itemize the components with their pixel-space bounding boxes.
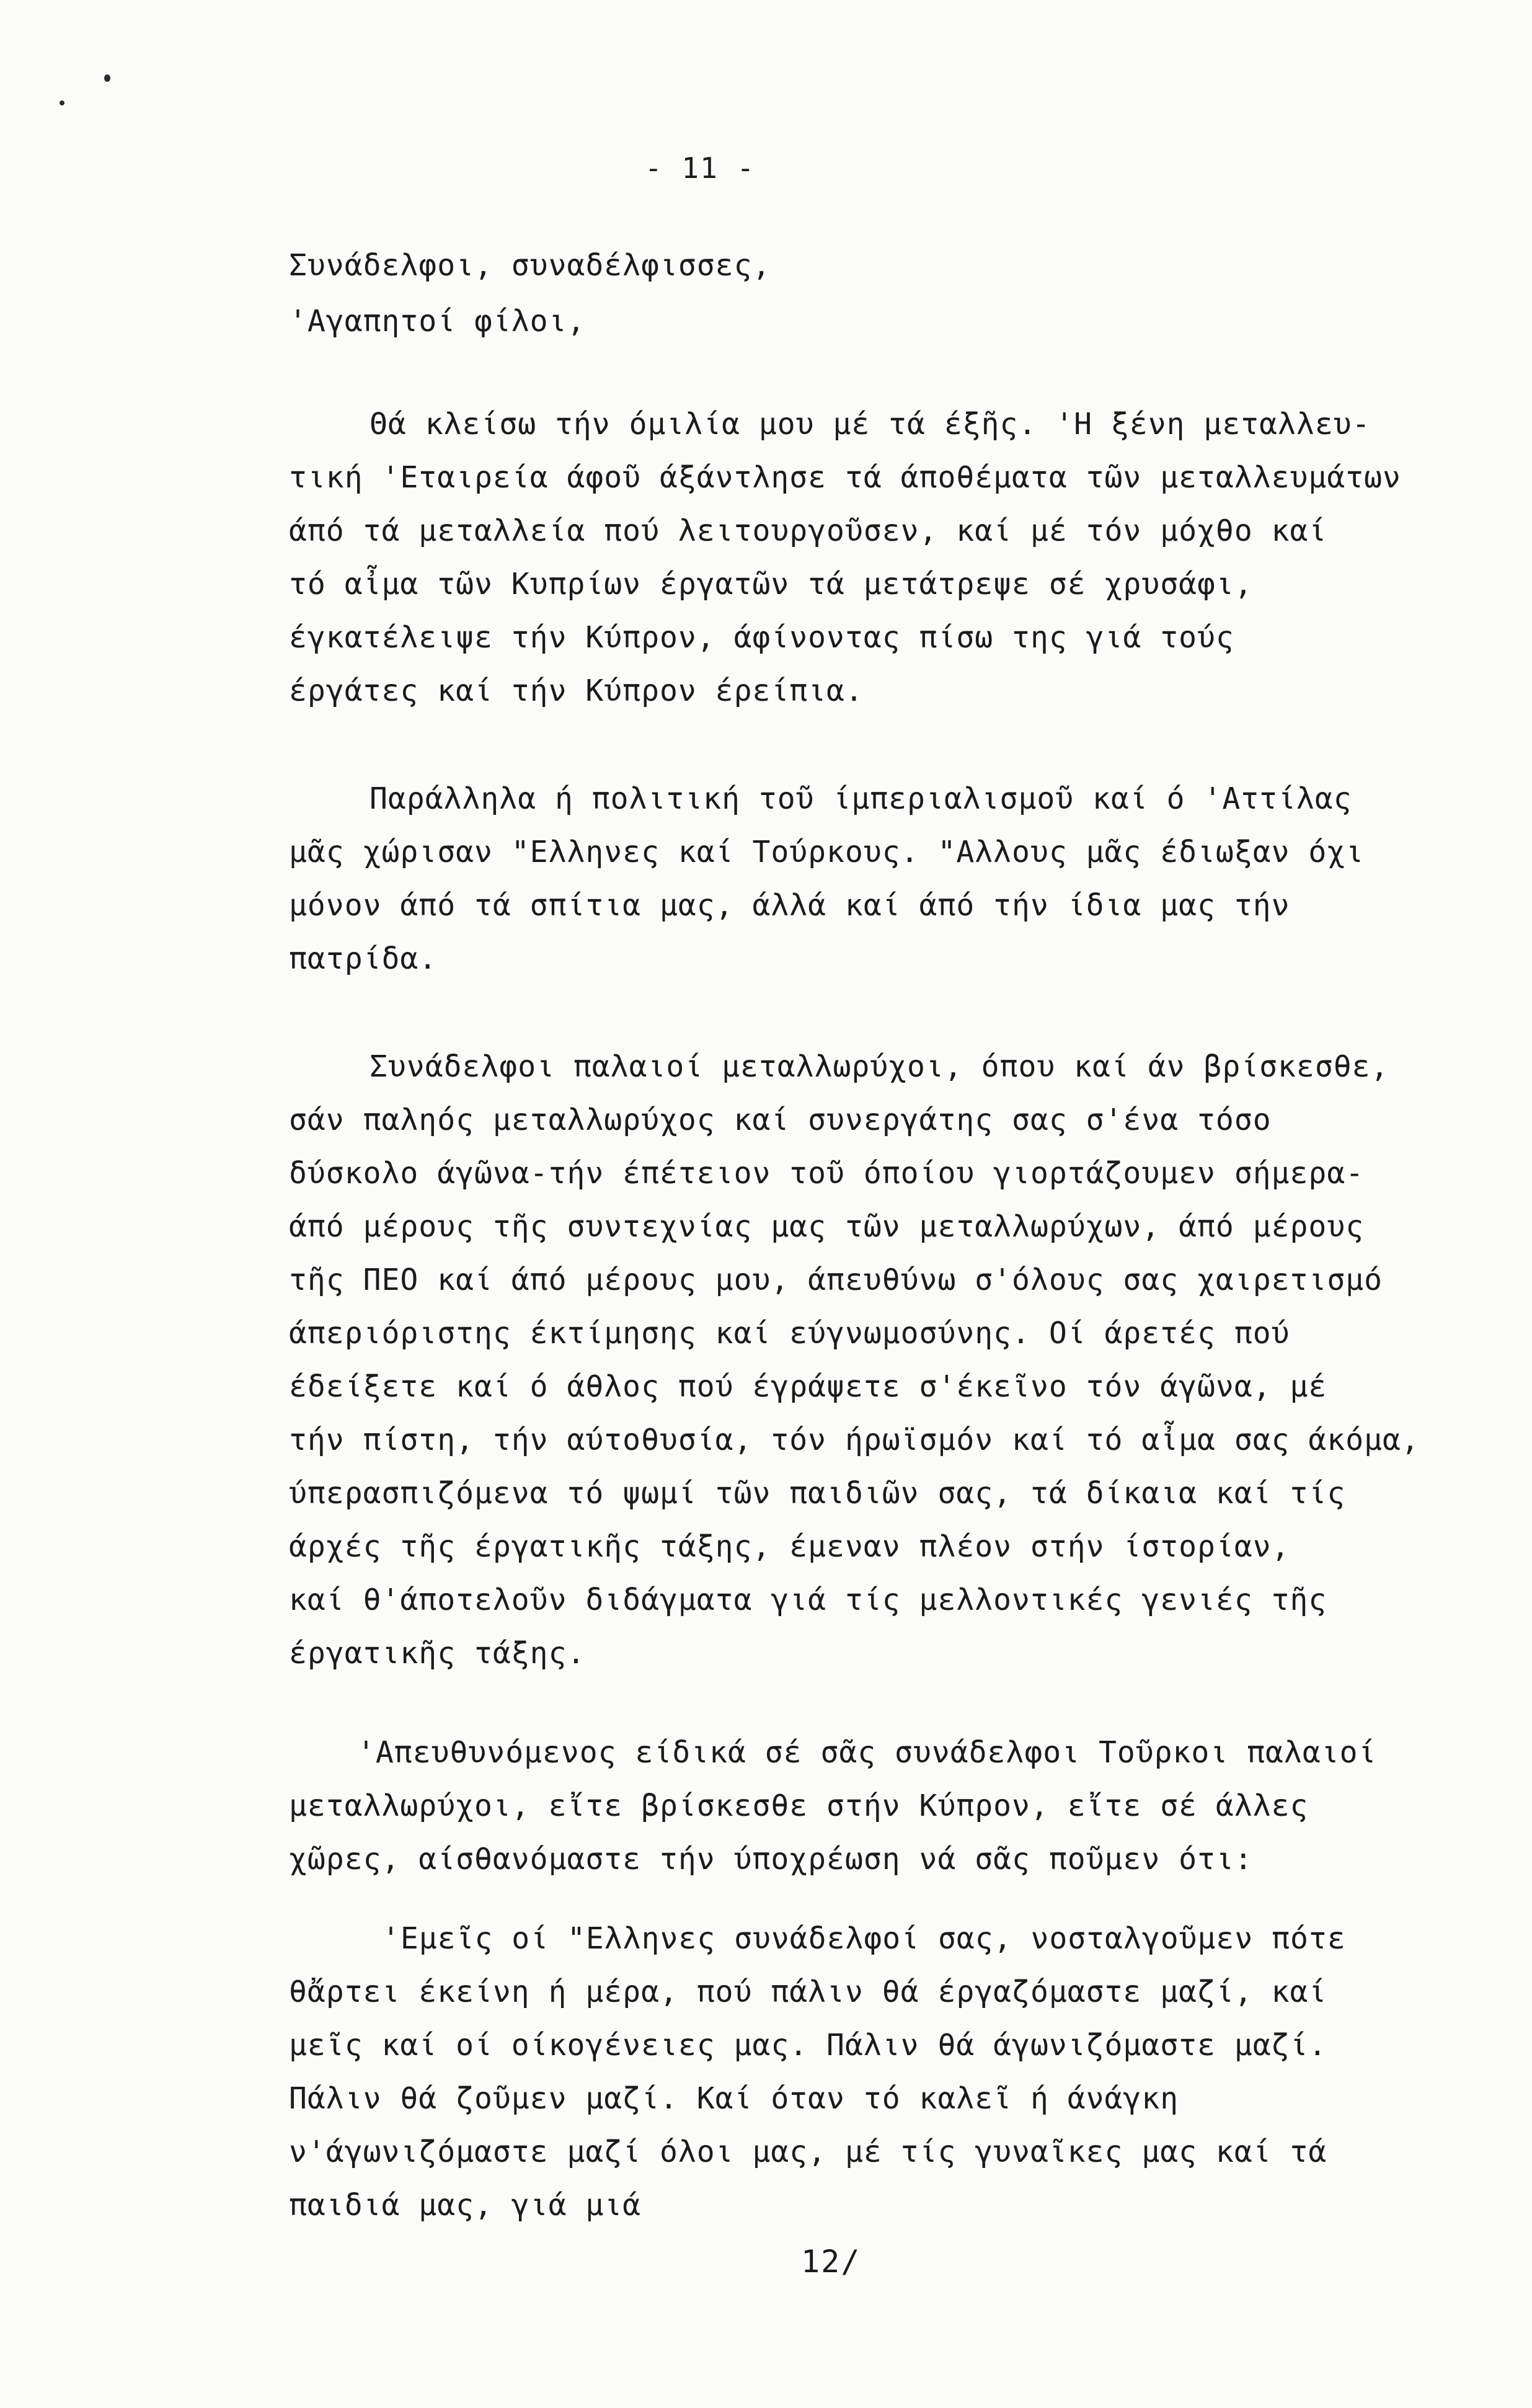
paragraph-line: Θά κλείσω τήν όμιλία μου μέ τά έξῆς. 'Η ξένη μεταλλευ- bbox=[370, 407, 1371, 442]
paragraph-line: Παράλληλα ή πολιτική τοῦ ίμπεριαλισμοῦ καί ό 'Αττίλας bbox=[370, 781, 1352, 816]
scan-speck bbox=[104, 74, 110, 82]
paragraph-line: τική 'Εταιρεία άφοῦ άξάντλησε τά άποθέματα τῶν μεταλλευμάτων bbox=[289, 460, 1401, 495]
paragraph-line: έδείξετε καί ό άθλος πού έγράψετε σ'έκεῖνο τόν άγῶνα, μέ bbox=[289, 1369, 1327, 1404]
paragraph-line: πατρίδα. bbox=[289, 941, 438, 976]
page-number: - 11 - bbox=[645, 151, 756, 185]
paragraph-line: δύσκολο άγῶνα-τήν έπέτειον τοῦ όποίου γιορτάζουμεν σήμερα- bbox=[289, 1156, 1365, 1191]
paragraph-line: ν'άγωνιζόμαστε μαζί όλοι μας, μέ τίς γυναῖκες μας καί τά bbox=[289, 2135, 1327, 2169]
paragraph-line: έγκατέλειψε τήν Κύπρον, άφίνοντας πίσω της γιά τούς bbox=[289, 620, 1234, 655]
paragraph-line: καί θ'άποτελοῦν διδάγματα γιά τίς μελλοντικές γενιές τῆς bbox=[289, 1583, 1327, 1617]
paragraph-line: άπεριόριστης έκτίμησης καί εύγνωμοσύνης. Οί άρετές πού bbox=[289, 1316, 1290, 1351]
paragraph-line: θἄρτει έκείνη ή μέρα, πού πάλιν θά έργαζόμαστε μαζί, καί bbox=[289, 1975, 1327, 2009]
continuation-page-ref: 12/ bbox=[801, 2244, 861, 2280]
paragraph-line: άρχές τῆς έργατικῆς τάξης, έμεναν πλέον στήν ίστορίαν, bbox=[289, 1529, 1290, 1564]
salutation-line: Συνάδελφοι, συναδέλφισσες, bbox=[289, 248, 771, 283]
paragraph-line: μεῖς καί οί οίκογένειες μας. Πάλιν θά άγωνιζόμαστε μαζί. bbox=[289, 2028, 1327, 2063]
paragraph-line: τήν πίστη, τήν αύτοθυσία, τόν ήρωϊσμόν καί τό αἶμα σας άκόμα, bbox=[289, 1423, 1420, 1457]
paragraph-line: άπό τά μεταλλεία πού λειτουργοῦσεν, καί μέ τόν μόχθο καί bbox=[289, 513, 1327, 548]
paragraph-line: Πάλιν θά ζοῦμεν μαζί. Καί όταν τό καλεῖ ή άνάγκη bbox=[289, 2081, 1179, 2116]
paragraph-line: άπό μέρους τῆς συντεχνίας μας τῶν μεταλλωρύχων, άπό μέρους bbox=[289, 1209, 1365, 1244]
paragraph-line: 'Απευθυνόμενος είδικά σέ σᾶς συνάδελφοι Τοῦρκοι παλαιοί bbox=[357, 1735, 1377, 1770]
paragraph-line: τῆς ΠΕΟ καί άπό μέρους μου, άπευθύνω σ'όλους σας χαιρετισμό bbox=[289, 1263, 1383, 1297]
scan-speck bbox=[60, 100, 64, 105]
paragraph-line: παιδιά μας, γιά μιά bbox=[289, 2188, 642, 2223]
paragraph-line: έργατικῆς τάξης. bbox=[289, 1636, 586, 1671]
paragraph-line: μόνον άπό τά σπίτια μας, άλλά καί άπό τήν ίδια μας τήν bbox=[289, 888, 1290, 923]
paragraph-line: έργάτες καί τήν Κύπρον έρείπια. bbox=[289, 673, 864, 708]
paragraph-line: Συνάδελφοι παλαιοί μεταλλωρύχοι, όπου καί άν βρίσκεσθε, bbox=[370, 1049, 1389, 1084]
paragraph-line: μεταλλωρύχοι, εἴτε βρίσκεσθε στήν Κύπρον, εἴτε σέ άλλες bbox=[289, 1788, 1309, 1823]
paragraph-line: σάν παληός μεταλλωρύχος καί συνεργάτης σας σ'ένα τόσο bbox=[289, 1103, 1272, 1137]
paragraph-line: 'Εμεῖς οί "Ελληνες συνάδελφοί σας, νοσταλγοῦμεν πότε bbox=[382, 1921, 1346, 1956]
paragraph-line: μᾶς χώρισαν "Ελληνες καί Τούρκους. "Αλλους μᾶς έδιωξαν όχι bbox=[289, 835, 1365, 869]
paragraph-line: τό αἶμα τῶν Κυπρίων έργατῶν τά μετάτρεψε σέ χρυσάφι, bbox=[289, 567, 1253, 602]
paragraph-line: ύπερασπιζόμενα τό ψωμί τῶν παιδιῶν σας, τά δίκαια καί τίς bbox=[289, 1476, 1346, 1511]
paragraph-line: χῶρες, αίσθανόμαστε τήν ύποχρέωση νά σᾶς ποῦμεν ότι: bbox=[289, 1842, 1253, 1877]
salutation-line: 'Αγαπητοί φίλοι, bbox=[289, 304, 586, 339]
